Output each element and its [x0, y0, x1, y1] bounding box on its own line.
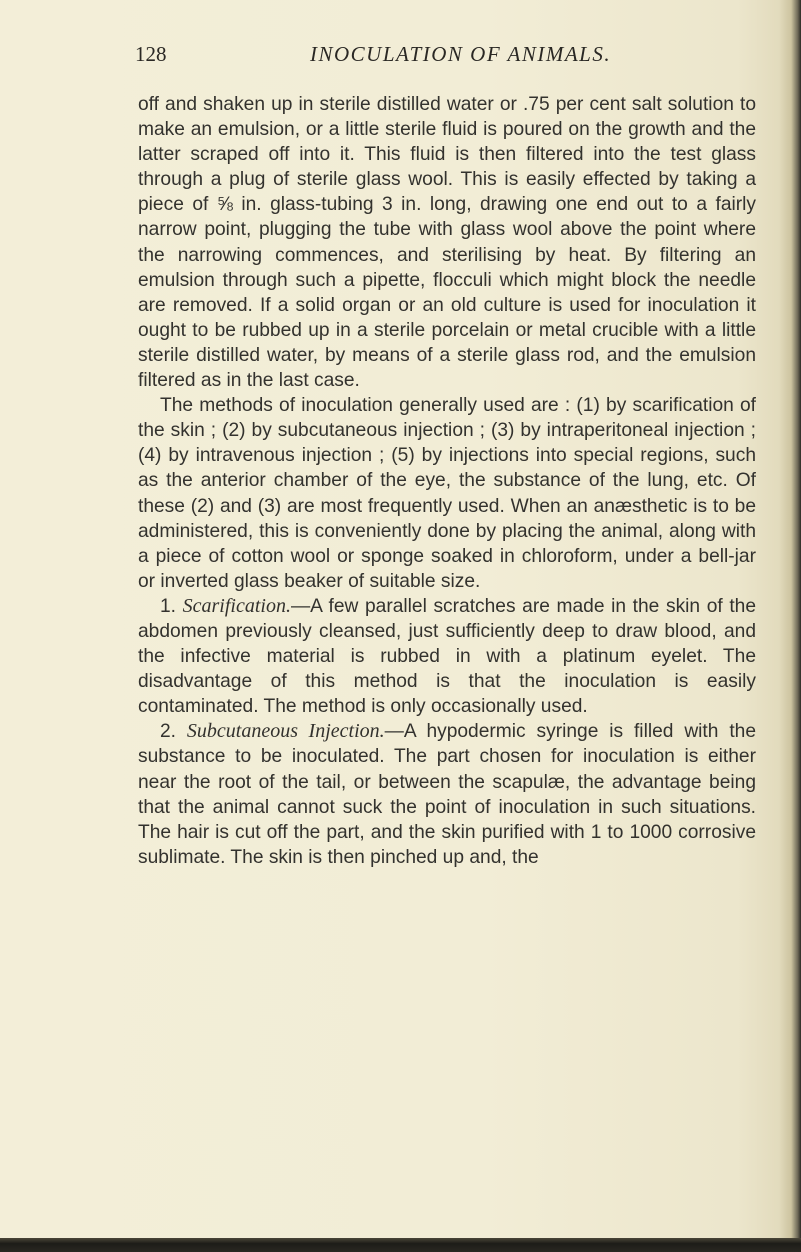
- page-number: 128: [135, 42, 167, 66]
- section-number: 2.: [160, 721, 177, 743]
- paragraph-scarification: [138, 594, 756, 719]
- section-heading-subcutaneous-injection: Subcutaneous Injection.: [186, 720, 385, 743]
- section-text: —A hypodermic syringe is filled with the substance to be inoculated. The part chosen for inoculation is either near the root of the tail, or between the scapulæ, the advantage being that the animal cannot suck the point of inoculation in such situations. The hair is cut off the part, and the skin purified with 1 to 1000 corrosive sublimate. The skin is then pinched up and, the: [138, 721, 756, 868]
- page-header: [135, 42, 755, 72]
- section-number: 1.: [160, 595, 177, 617]
- bottom-scan-border: [0, 1238, 801, 1252]
- section-heading-scarification: Scarification.: [182, 594, 291, 617]
- running-title: INOCULATION OF ANIMALS.: [310, 42, 612, 66]
- paragraph-subcutaneous-injection: [138, 719, 756, 870]
- page-edge-shadow: [779, 0, 801, 1252]
- body-text: [138, 92, 756, 870]
- paragraph-inoculation-methods: The methods of inoculation generally used are : (1) by scarification of the skin ; (2) by subcutaneous injection ; (3) by intraperitoneal injection ; (4) by intravenous injection ; (5) by injections into special regions, such as the anterior chamber of the eye, the substance of the lung, etc. Of these (2) and (3) are most frequently used. When an anæsthetic is to be administered, this is conveniently done by placing the animal, along with a piece of cotton wool or sponge soaked in chloroform, under a bell-jar or inverted glass beaker of suitable size.: [138, 395, 756, 592]
- section-text: —A few parallel scratches are made in the skin of the abdomen previously cleansed, just sufficiently deep to draw blood, and the infective material is rubbed in with a platinum eyelet. The disadvantage of this method is that the inoculation is easily contaminated. The method is only occasionally used.: [138, 595, 756, 718]
- paragraph-emulsion-preparation: off and shaken up in sterile distilled water or .75 per cent salt solution to make an emulsion, or a little sterile fluid is poured on the growth and the latter scraped off into it. This fluid is then filtered into the test glass through a plug of sterile glass wool. This is easily effected by taking a piece of ⅝ in. glass-tubing 3 in. long, drawing one end out to a fairly narrow point, plugging the tube with glass wool above the point where the narrowing commences, and sterilising by heat. By filtering an emulsion through such a pipette, flocculi which might block the needle are removed. If a solid organ or an old culture is used for inoculation it ought to be rubbed up in a sterile porcelain or metal crucible with a little sterile distilled water, by means of a sterile glass rod, and the emulsion filtered as in the last case.: [138, 94, 756, 392]
